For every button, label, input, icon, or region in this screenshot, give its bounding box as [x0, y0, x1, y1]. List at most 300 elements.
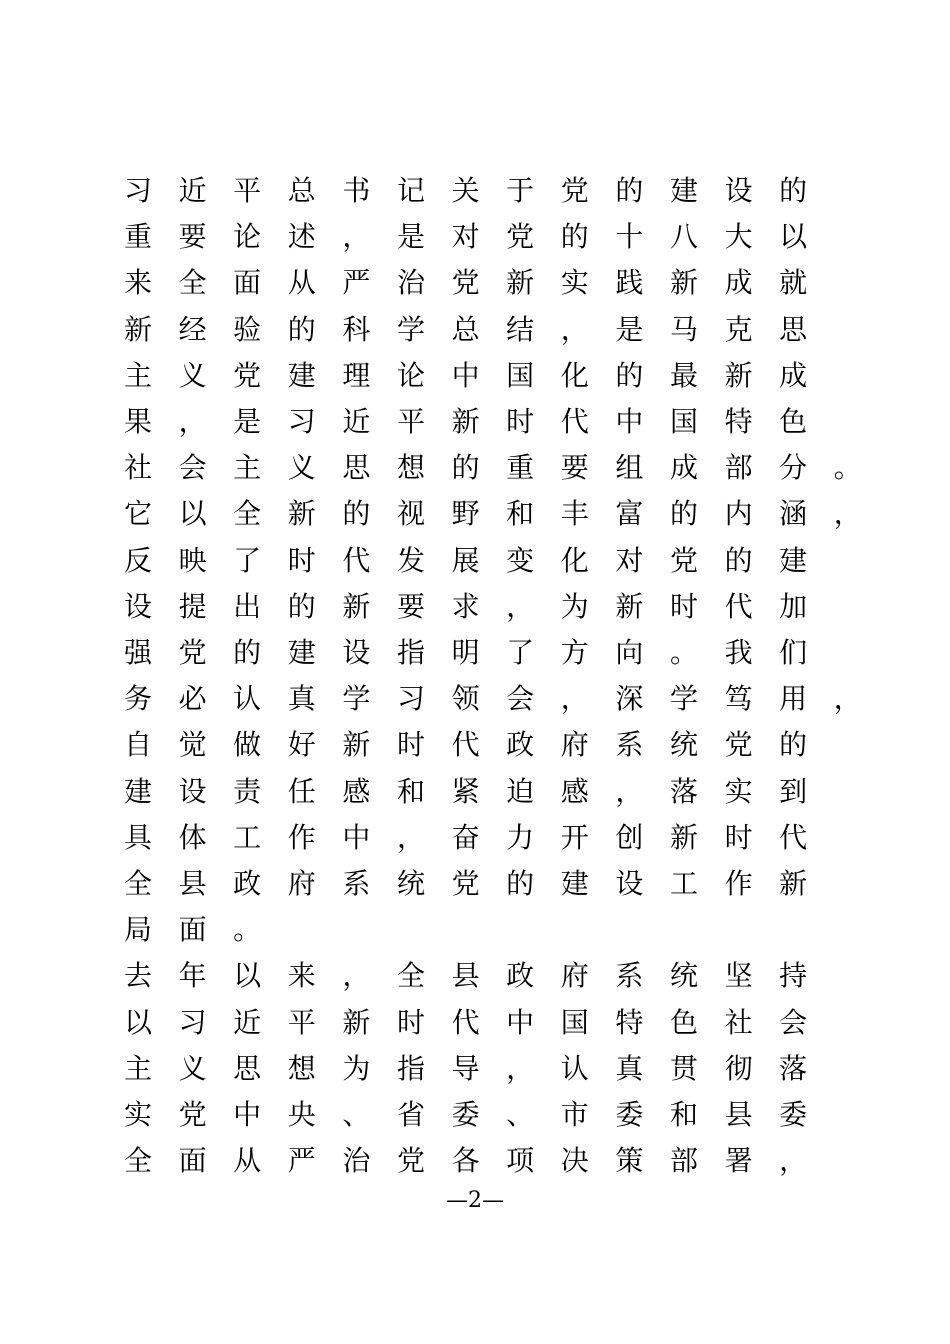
text-char: 的 — [615, 358, 644, 392]
text-char: 党 — [233, 358, 262, 392]
text-char: 我 — [724, 636, 753, 669]
text-char: 成 — [724, 266, 753, 300]
text-char: 建 — [287, 358, 316, 392]
text-char: 中 — [233, 1098, 262, 1131]
text-char: 自 — [123, 728, 152, 762]
text-char: 新 — [342, 589, 371, 623]
text-char: 具 — [123, 820, 152, 854]
text-char: 创 — [615, 820, 644, 854]
text-char: 克 — [724, 312, 753, 346]
text-line — [0, 168, 950, 214]
text-char: 到 — [779, 774, 808, 808]
text-char: 新 — [506, 266, 535, 300]
text-char: 感 — [342, 774, 371, 808]
text-char: ， — [615, 774, 644, 808]
text-char: ， — [833, 682, 862, 716]
text-char: 经 — [178, 312, 207, 346]
text-char: ， — [396, 820, 425, 854]
text-char: 笃 — [724, 682, 753, 716]
text-char: 部 — [669, 1144, 698, 1178]
text-char: 习 — [396, 682, 425, 716]
text-char: 国 — [506, 358, 535, 392]
text-char: 建 — [287, 636, 316, 669]
text-line — [0, 584, 950, 630]
text-char: 丰 — [560, 497, 589, 531]
text-char: 工 — [669, 867, 698, 900]
text-char: ， — [342, 220, 371, 254]
text-line — [0, 1046, 950, 1092]
text-char: 建 — [669, 174, 698, 207]
text-char: 内 — [724, 497, 753, 531]
text-line — [0, 769, 950, 815]
text-char: 最 — [669, 358, 698, 392]
text-char: 时 — [396, 1005, 425, 1039]
text-line — [0, 1000, 950, 1046]
text-char: 十 — [615, 220, 644, 254]
text-char: 组 — [615, 451, 644, 485]
text-char: 持 — [779, 959, 808, 993]
text-char: 会 — [779, 1005, 808, 1039]
text-char: 市 — [560, 1098, 589, 1131]
text-char: 真 — [615, 1051, 644, 1085]
text-char: 贯 — [669, 1051, 698, 1085]
text-char: 它 — [123, 497, 152, 531]
text-char: 系 — [342, 867, 371, 900]
text-char: 体 — [178, 820, 207, 854]
text-char: 的 — [451, 451, 480, 485]
text-line — [0, 1138, 950, 1184]
text-char: 重 — [506, 451, 535, 485]
text-char: 要 — [560, 451, 589, 485]
text-char: 设 — [123, 589, 152, 623]
text-char: 义 — [287, 451, 316, 485]
text-char: 新 — [615, 589, 644, 623]
text-char: 落 — [779, 1051, 808, 1085]
text-line — [0, 630, 950, 676]
text-char: 特 — [615, 1005, 644, 1039]
text-char: 近 — [178, 174, 207, 207]
text-char: 的 — [342, 497, 371, 531]
text-char: 央 — [287, 1098, 316, 1131]
text-char: 求 — [451, 589, 480, 623]
text-char: 对 — [615, 543, 644, 577]
text-char: 紧 — [451, 774, 480, 808]
text-char: 学 — [342, 682, 371, 716]
text-char: 的 — [560, 220, 589, 254]
text-char: 任 — [287, 774, 316, 808]
text-char: 们 — [779, 636, 808, 669]
text-char: 近 — [233, 1005, 262, 1039]
text-char: 代 — [342, 543, 371, 577]
text-char: 领 — [451, 682, 480, 716]
text-char: 为 — [560, 589, 589, 623]
text-char: 要 — [396, 589, 425, 623]
text-char: 建 — [779, 543, 808, 577]
text-char: 社 — [724, 1005, 753, 1039]
text-char: 的 — [506, 867, 535, 900]
text-char: 富 — [615, 497, 644, 531]
text-char: 野 — [451, 497, 480, 531]
text-char: 好 — [287, 728, 316, 762]
text-char: 了 — [233, 543, 262, 577]
text-char: 以 — [779, 220, 808, 254]
text-char: 中 — [615, 405, 644, 438]
text-char: 以 — [178, 497, 207, 531]
text-char: 马 — [669, 312, 698, 346]
text-char: 方 — [560, 636, 589, 669]
text-char: 近 — [342, 405, 371, 438]
text-char: 治 — [396, 266, 425, 300]
text-char: 府 — [287, 867, 316, 900]
text-char: 论 — [233, 220, 262, 254]
text-char: 时 — [396, 728, 425, 762]
text-char: 主 — [123, 1051, 152, 1085]
text-char: 结 — [506, 312, 535, 346]
text-char: ， — [560, 682, 589, 716]
text-line — [0, 861, 950, 907]
text-char: 工 — [233, 820, 262, 854]
text-char: 作 — [287, 820, 316, 854]
text-char: 变 — [506, 543, 535, 577]
text-char: 八 — [669, 220, 698, 254]
text-char: 色 — [669, 1005, 698, 1039]
text-char: ， — [506, 589, 535, 623]
text-char: 新 — [779, 867, 808, 900]
text-char: 建 — [123, 774, 152, 808]
text-line — [0, 676, 950, 722]
text-char: 、 — [342, 1098, 371, 1131]
text-line — [0, 260, 950, 306]
text-char: 思 — [779, 312, 808, 346]
text-char: 新 — [669, 820, 698, 854]
text-char: 坚 — [724, 959, 753, 993]
text-char: 果 — [123, 405, 152, 438]
text-char: 实 — [560, 266, 589, 300]
text-char: 感 — [560, 774, 589, 808]
text-char: 项 — [506, 1144, 535, 1178]
text-char: 指 — [396, 636, 425, 669]
text-char: 记 — [396, 174, 425, 207]
text-char: 特 — [724, 405, 753, 438]
text-char: 以 — [233, 959, 262, 993]
text-char: 代 — [724, 589, 753, 623]
text-char: 时 — [506, 405, 535, 438]
text-char: 府 — [560, 959, 589, 993]
text-char: 新 — [724, 358, 753, 392]
text-char: 平 — [233, 174, 262, 207]
text-char: 科 — [342, 312, 371, 346]
text-char: 、 — [506, 1098, 535, 1131]
text-char: 责 — [233, 774, 262, 808]
text-line — [0, 307, 950, 353]
text-char: 反 — [123, 543, 152, 577]
text-char: 面 — [233, 266, 262, 300]
text-char: 统 — [669, 728, 698, 762]
text-char: 述 — [287, 220, 316, 254]
text-char: 必 — [178, 682, 207, 716]
text-char: 新 — [287, 497, 316, 531]
text-char: ， — [779, 1144, 808, 1178]
text-char: 局 — [123, 913, 152, 947]
text-char: 委 — [451, 1098, 480, 1131]
text-char: 来 — [287, 959, 316, 993]
text-char: 彻 — [724, 1051, 753, 1085]
text-char: 成 — [669, 451, 698, 485]
text-char: 党 — [178, 1098, 207, 1131]
text-char: 是 — [615, 312, 644, 346]
text-char: 党 — [451, 266, 480, 300]
text-char: 代 — [560, 405, 589, 438]
text-char: 新 — [123, 312, 152, 346]
text-char: 新 — [451, 405, 480, 438]
text-char: 总 — [451, 312, 480, 346]
text-char: 严 — [342, 266, 371, 300]
text-char: 代 — [779, 820, 808, 854]
text-char: 面 — [178, 1144, 207, 1178]
text-char: 设 — [724, 174, 753, 207]
text-char: 习 — [287, 405, 316, 438]
text-char: 提 — [178, 589, 207, 623]
text-char: 发 — [396, 543, 425, 577]
text-char: 和 — [396, 774, 425, 808]
text-char: 思 — [342, 451, 371, 485]
text-char: 国 — [560, 1005, 589, 1039]
text-char: ， — [506, 1051, 535, 1085]
text-char: 的 — [615, 174, 644, 207]
text-line — [0, 491, 950, 537]
text-char: 学 — [396, 312, 425, 346]
text-char: 奋 — [451, 820, 480, 854]
text-char: 的 — [233, 636, 262, 669]
text-char: 党 — [451, 867, 480, 900]
text-char: 的 — [287, 589, 316, 623]
text-char: 社 — [123, 451, 152, 485]
text-char: 平 — [396, 405, 425, 438]
text-char: 中 — [451, 358, 480, 392]
text-char: 分 — [779, 451, 808, 485]
text-char: 治 — [342, 1144, 371, 1178]
text-char: 的 — [779, 174, 808, 207]
text-char: 和 — [506, 497, 535, 531]
text-char: 县 — [451, 959, 480, 993]
text-char: 作 — [724, 867, 753, 900]
text-char: 会 — [178, 451, 207, 485]
text-char: 政 — [506, 959, 535, 993]
text-char: 用 — [779, 682, 808, 716]
text-char: 书 — [342, 174, 371, 207]
text-char: 出 — [233, 589, 262, 623]
text-char: 设 — [342, 636, 371, 669]
text-char: 设 — [615, 867, 644, 900]
text-char: 加 — [779, 589, 808, 623]
text-line — [0, 399, 950, 445]
text-char: 强 — [123, 636, 152, 669]
text-char: 论 — [396, 358, 425, 392]
text-char: 时 — [724, 820, 753, 854]
text-char: 实 — [724, 774, 753, 808]
text-char: 和 — [669, 1098, 698, 1131]
text-char: 。 — [833, 451, 862, 485]
text-line — [0, 445, 950, 491]
text-char: 指 — [396, 1051, 425, 1085]
text-char: 全 — [123, 1144, 152, 1178]
text-char: 新 — [669, 266, 698, 300]
text-char: 部 — [724, 451, 753, 485]
text-char: 时 — [287, 543, 316, 577]
text-char: 从 — [233, 1144, 262, 1178]
text-char: 严 — [287, 1144, 316, 1178]
text-char: 政 — [506, 728, 535, 762]
text-char: 的 — [724, 543, 753, 577]
text-char: 会 — [506, 682, 535, 716]
text-char: 于 — [506, 174, 535, 207]
text-char: 来 — [123, 266, 152, 300]
text-char: 习 — [178, 1005, 207, 1039]
text-char: 党 — [560, 174, 589, 207]
text-char: 总 — [287, 174, 316, 207]
text-char: 党 — [669, 543, 698, 577]
text-char: 关 — [451, 174, 480, 207]
text-char: 落 — [669, 774, 698, 808]
text-char: 系 — [615, 728, 644, 762]
text-char: 中 — [342, 820, 371, 854]
text-char: 力 — [506, 820, 535, 854]
text-char: ， — [560, 312, 589, 346]
text-char: 认 — [560, 1051, 589, 1085]
text-char: ， — [178, 405, 207, 438]
text-char: 。 — [233, 913, 262, 947]
text-char: 主 — [123, 358, 152, 392]
text-char: 面 — [178, 913, 207, 947]
text-char: 映 — [178, 543, 207, 577]
text-char: 县 — [178, 867, 207, 900]
text-char: 设 — [178, 774, 207, 808]
text-char: 验 — [233, 312, 262, 346]
text-line — [0, 538, 950, 584]
text-char: 时 — [669, 589, 698, 623]
page-number: —2— — [446, 1188, 504, 1213]
text-char: 系 — [615, 959, 644, 993]
text-char: 认 — [233, 682, 262, 716]
text-char: 真 — [287, 682, 316, 716]
text-char: 导 — [451, 1051, 480, 1085]
text-char: 主 — [233, 451, 262, 485]
text-char: 代 — [451, 728, 480, 762]
text-char: 委 — [615, 1098, 644, 1131]
text-char: 党 — [506, 220, 535, 254]
text-char: 统 — [669, 959, 698, 993]
text-char: 国 — [669, 405, 698, 438]
text-char: 去 — [123, 959, 152, 993]
text-char: 大 — [724, 220, 753, 254]
text-char: 中 — [506, 1005, 535, 1039]
text-char: 全 — [396, 959, 425, 993]
text-char: 全 — [233, 497, 262, 531]
text-char: ， — [833, 497, 862, 531]
text-char: 思 — [233, 1051, 262, 1085]
text-char: 党 — [724, 728, 753, 762]
text-char: 展 — [451, 543, 480, 577]
text-char: 向 — [615, 636, 644, 669]
text-char: 对 — [451, 220, 480, 254]
text-char: 党 — [178, 636, 207, 669]
text-char: 统 — [396, 867, 425, 900]
text-char: 的 — [287, 312, 316, 346]
text-char: 全 — [178, 266, 207, 300]
text-char: 委 — [779, 1098, 808, 1131]
text-line — [0, 353, 950, 399]
text-char: ， — [342, 959, 371, 993]
text-char: 明 — [451, 636, 480, 669]
text-char: 想 — [396, 451, 425, 485]
text-char: 是 — [396, 220, 425, 254]
text-char: 义 — [178, 358, 207, 392]
text-char: 以 — [123, 1005, 152, 1039]
text-char: 做 — [233, 728, 262, 762]
text-char: 平 — [287, 1005, 316, 1039]
text-char: 省 — [396, 1098, 425, 1131]
text-char: 新 — [342, 1005, 371, 1039]
text-char: 化 — [560, 358, 589, 392]
text-char: 全 — [123, 867, 152, 900]
text-char: 。 — [669, 636, 698, 669]
text-char: 成 — [779, 358, 808, 392]
text-line — [0, 815, 950, 861]
text-char: 重 — [123, 220, 152, 254]
text-char: 涵 — [779, 497, 808, 531]
text-char: 县 — [724, 1098, 753, 1131]
text-char: 想 — [287, 1051, 316, 1085]
text-line — [0, 1092, 950, 1138]
text-char: 深 — [615, 682, 644, 716]
text-char: 党 — [396, 1144, 425, 1178]
text-line — [0, 214, 950, 260]
text-char: 迫 — [506, 774, 535, 808]
text-char: 要 — [178, 220, 207, 254]
text-line — [0, 907, 950, 953]
text-char: 色 — [779, 405, 808, 438]
text-char: 就 — [779, 266, 808, 300]
text-char: 理 — [342, 358, 371, 392]
text-char: 年 — [178, 959, 207, 993]
text-char: 府 — [560, 728, 589, 762]
text-char: 建 — [560, 867, 589, 900]
text-char: 为 — [342, 1051, 371, 1085]
text-line — [0, 722, 950, 768]
text-char: 实 — [123, 1098, 152, 1131]
text-char: 的 — [669, 497, 698, 531]
text-char: 策 — [615, 1144, 644, 1178]
text-char: 新 — [342, 728, 371, 762]
text-char: 觉 — [178, 728, 207, 762]
text-char: 习 — [123, 174, 152, 207]
text-char: 各 — [451, 1144, 480, 1178]
text-char: 是 — [233, 405, 262, 438]
text-char: 代 — [451, 1005, 480, 1039]
text-char: 署 — [724, 1144, 753, 1178]
text-char: 开 — [560, 820, 589, 854]
text-char: 的 — [779, 728, 808, 762]
text-char: 政 — [233, 867, 262, 900]
text-char: 学 — [669, 682, 698, 716]
text-char: 义 — [178, 1051, 207, 1085]
text-char: 了 — [506, 636, 535, 669]
text-char: 化 — [560, 543, 589, 577]
text-char: 务 — [123, 682, 152, 716]
text-char: 从 — [287, 266, 316, 300]
text-line — [0, 953, 950, 999]
text-char: 决 — [560, 1144, 589, 1178]
